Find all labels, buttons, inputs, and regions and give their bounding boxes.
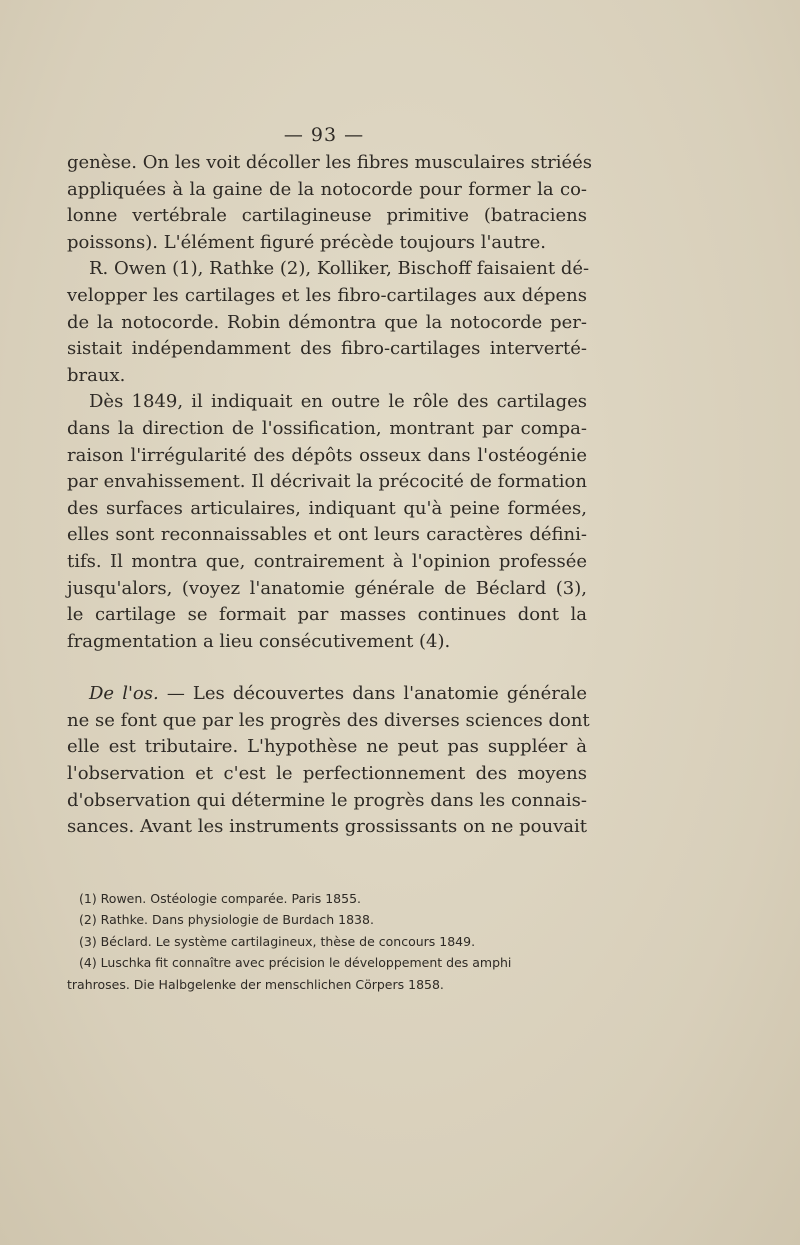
text-line: tifs. Il montra que, contrairement à l'opinion professée	[67, 550, 587, 572]
text-line: velopper les cartilages et les fibro-cartilages aux dépens	[67, 284, 587, 306]
text-line: raison l'irrégularité des dépôts osseux dans l'ostéogénie	[67, 444, 587, 466]
text-line: sistait indépendamment des fibro-cartilages interverté-	[67, 338, 587, 360]
paragraph-gap	[67, 655, 587, 681]
section-first-line-text: — Les découvertes dans l'anatomie générale	[158, 683, 587, 705]
footnote: (1) Rowen. Ostéologie comparée. Paris 1855.	[79, 891, 362, 906]
text-line: R. Owen (1), Rathke (2), Kolliker, Bischoff faisaient dé-	[89, 258, 590, 280]
text-line: poissons). L'élément figuré précède toujours l'autre.	[67, 231, 546, 253]
text-line: ne se font que par les progrès des diverses sciences dont	[67, 709, 590, 731]
footnote: trahroses. Die Halbgelenke der menschlichen Cörpers 1858.	[67, 976, 444, 992]
page-number: — 93 —	[283, 124, 365, 146]
text-line: d'observation qui détermine le progrès dans les connais-	[67, 789, 587, 811]
body-text	[67, 150, 593, 841]
text-line: lonne vertébrale cartilagineuse primitive (batraciens	[67, 205, 587, 227]
text-line: l'observation et c'est le perfectionnement des moyens	[67, 763, 587, 785]
text-line: sances. Avant les instruments grossissants on ne pouvait	[67, 816, 587, 838]
text-line: elles sont reconnaissables et ont leurs caractères défini-	[67, 524, 587, 546]
footnote: (2) Rathke. Dans physiologie de Burdach 1838.	[79, 912, 374, 928]
text-line: le cartilage se formait par masses continues dont la	[67, 604, 587, 626]
text-line: genèse. On les voit décoller les fibres musculaires striéés	[67, 152, 593, 173]
text-line: par envahissement. Il décrivait la précocité de formation	[67, 471, 587, 493]
text-line: de la notocorde. Robin démontra que la notocorde per-	[67, 311, 587, 333]
section-first-line	[67, 681, 587, 708]
text-line: elle est tributaire. L'hypothèse ne peut pas suppléer à	[67, 736, 587, 758]
footnote: (4) Luschka fit connaître avec précision le développement des amphi	[79, 955, 512, 971]
text-line: appliquées à la gaine de la notocorde pour former la co-	[67, 178, 587, 200]
text-line: Dès 1849, il indiquait en outre le rôle des cartilages	[89, 391, 587, 413]
text-line: fragmentation a lieu consécutivement (4).	[67, 630, 451, 652]
footnotes	[67, 888, 587, 995]
text-line: dans la direction de l'ossification, montrant par compa-	[67, 417, 587, 439]
text-line: jusqu'alors, (voyez l'anatomie générale de Béclard (3),	[67, 577, 587, 599]
section-heading: De l'os.	[89, 683, 159, 705]
text-line: braux.	[67, 364, 126, 386]
footnote: (3) Béclard. Le système cartilagineux, thèse de concours 1849.	[79, 933, 476, 949]
text-line: des surfaces articulaires, indiquant qu'à peine formées,	[67, 497, 587, 519]
